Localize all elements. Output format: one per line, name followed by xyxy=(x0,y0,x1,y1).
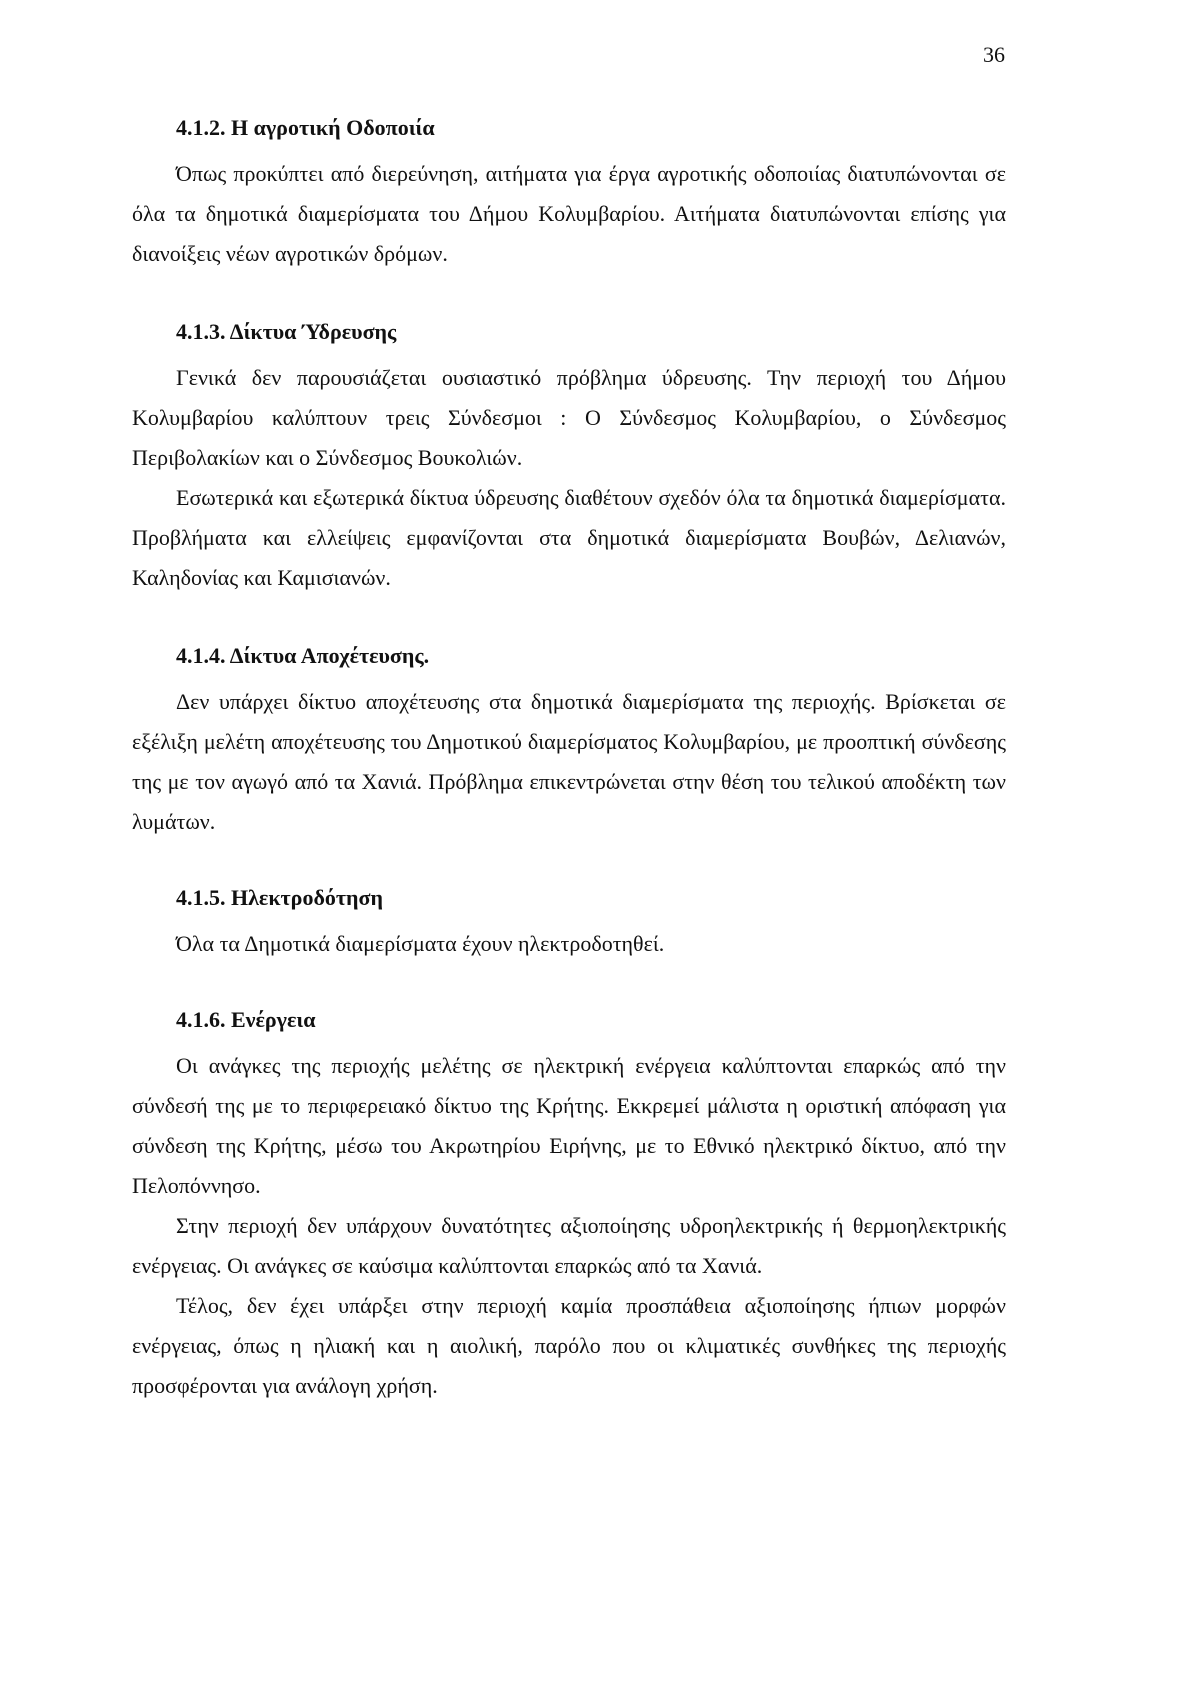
section-agricultural-roads xyxy=(132,112,1006,274)
section-energy xyxy=(132,1004,1006,1406)
paragraph: Δεν υπάρχει δίκτυο αποχέτευσης στα δημοτικά διαμερίσματα της περιοχής. Βρίσκεται σε εξέλιξη μελέτη αποχέτευσης του Δημοτικού διαμερίσματος Κολυμβαρίου, με προοπτική σύνδεσης της με τον αγωγό από τα Χανιά. Πρόβλημα επικεντρώνεται στην θέση του τελικού αποδέκτη των λυμάτων. xyxy=(132,689,1006,834)
section-heading: 4.1.4. Δίκτυα Αποχέτευσης. xyxy=(176,643,430,668)
paragraph: Στην περιοχή δεν υπάρχουν δυνατότητες αξιοποίησης υδροηλεκτρικής ή θερμοηλεκτρικής ενέργειας. Οι ανάγκες σε καύσιμα καλύπτονται επαρκώς από τα Χανιά. xyxy=(132,1213,1006,1278)
section-heading: 4.1.6. Ενέργεια xyxy=(176,1007,316,1032)
paragraph: Γενικά δεν παρουσιάζεται ουσιαστικό πρόβλημα ύδρευσης. Την περιοχή του Δήμου Κολυμβαρίου καλύπτουν τρεις Σύνδεσμοι : Ο Σύνδεσμος Κολυμβαρίου, ο Σύνδεσμος Περιβολακίων και ο Σύνδεσμος Βουκολιών. xyxy=(132,365,1006,470)
section-sewerage xyxy=(132,640,1006,842)
page-number: 36 xyxy=(983,42,1005,67)
section-heading: 4.1.2. Η αγροτική Οδοποιία xyxy=(176,115,435,140)
section-water-supply xyxy=(132,316,1006,598)
section-heading: 4.1.5. Ηλεκτροδότηση xyxy=(176,885,383,910)
paragraph: Όπως προκύπτει από διερεύνηση, αιτήματα για έργα αγροτικής οδοποιίας διατυπώνονται σε όλα τα δημοτικά διαμερίσματα του Δήμου Κολυμβαρίου. Αιτήματα διατυπώνονται επίσης για διανοίξεις νέων αγροτικών δρόμων. xyxy=(132,161,1006,266)
section-heading: 4.1.3. Δίκτυα Ύδρευσης xyxy=(176,319,397,344)
document-body xyxy=(132,112,1006,1406)
paragraph: Τέλος, δεν έχει υπάρξει στην περιοχή καμία προσπάθεια αξιοποίησης ήπιων μορφών ενέργειας, όπως η ηλιακή και η αιολική, παρόλο που οι κλιματικές συνθήκες της περιοχής προσφέρονται για ανάλογη χρήση. xyxy=(132,1293,1006,1398)
section-electrification xyxy=(132,882,1006,964)
paragraph: Οι ανάγκες της περιοχής μελέτης σε ηλεκτρική ενέργεια καλύπτονται επαρκώς από την σύνδεσή της με το περιφερειακό δίκτυο της Κρήτης. Εκκρεμεί μάλιστα η οριστική απόφαση για σύνδεση της Κρήτης, μέσω του Ακρωτηρίου Ειρήνης, με το Εθνικό ηλεκτρικό δίκτυο, από την Πελοπόννησο. xyxy=(132,1053,1006,1198)
paragraph: Εσωτερικά και εξωτερικά δίκτυα ύδρευσης διαθέτουν σχεδόν όλα τα δημοτικά διαμερίσματα. Προβλήματα και ελλείψεις εμφανίζονται στα δημοτικά διαμερίσματα Βουβών, Δελιανών, Καληδονίας και Καμισιανών. xyxy=(132,485,1006,590)
paragraph: Όλα τα Δημοτικά διαμερίσματα έχουν ηλεκτροδοτηθεί. xyxy=(176,931,665,956)
